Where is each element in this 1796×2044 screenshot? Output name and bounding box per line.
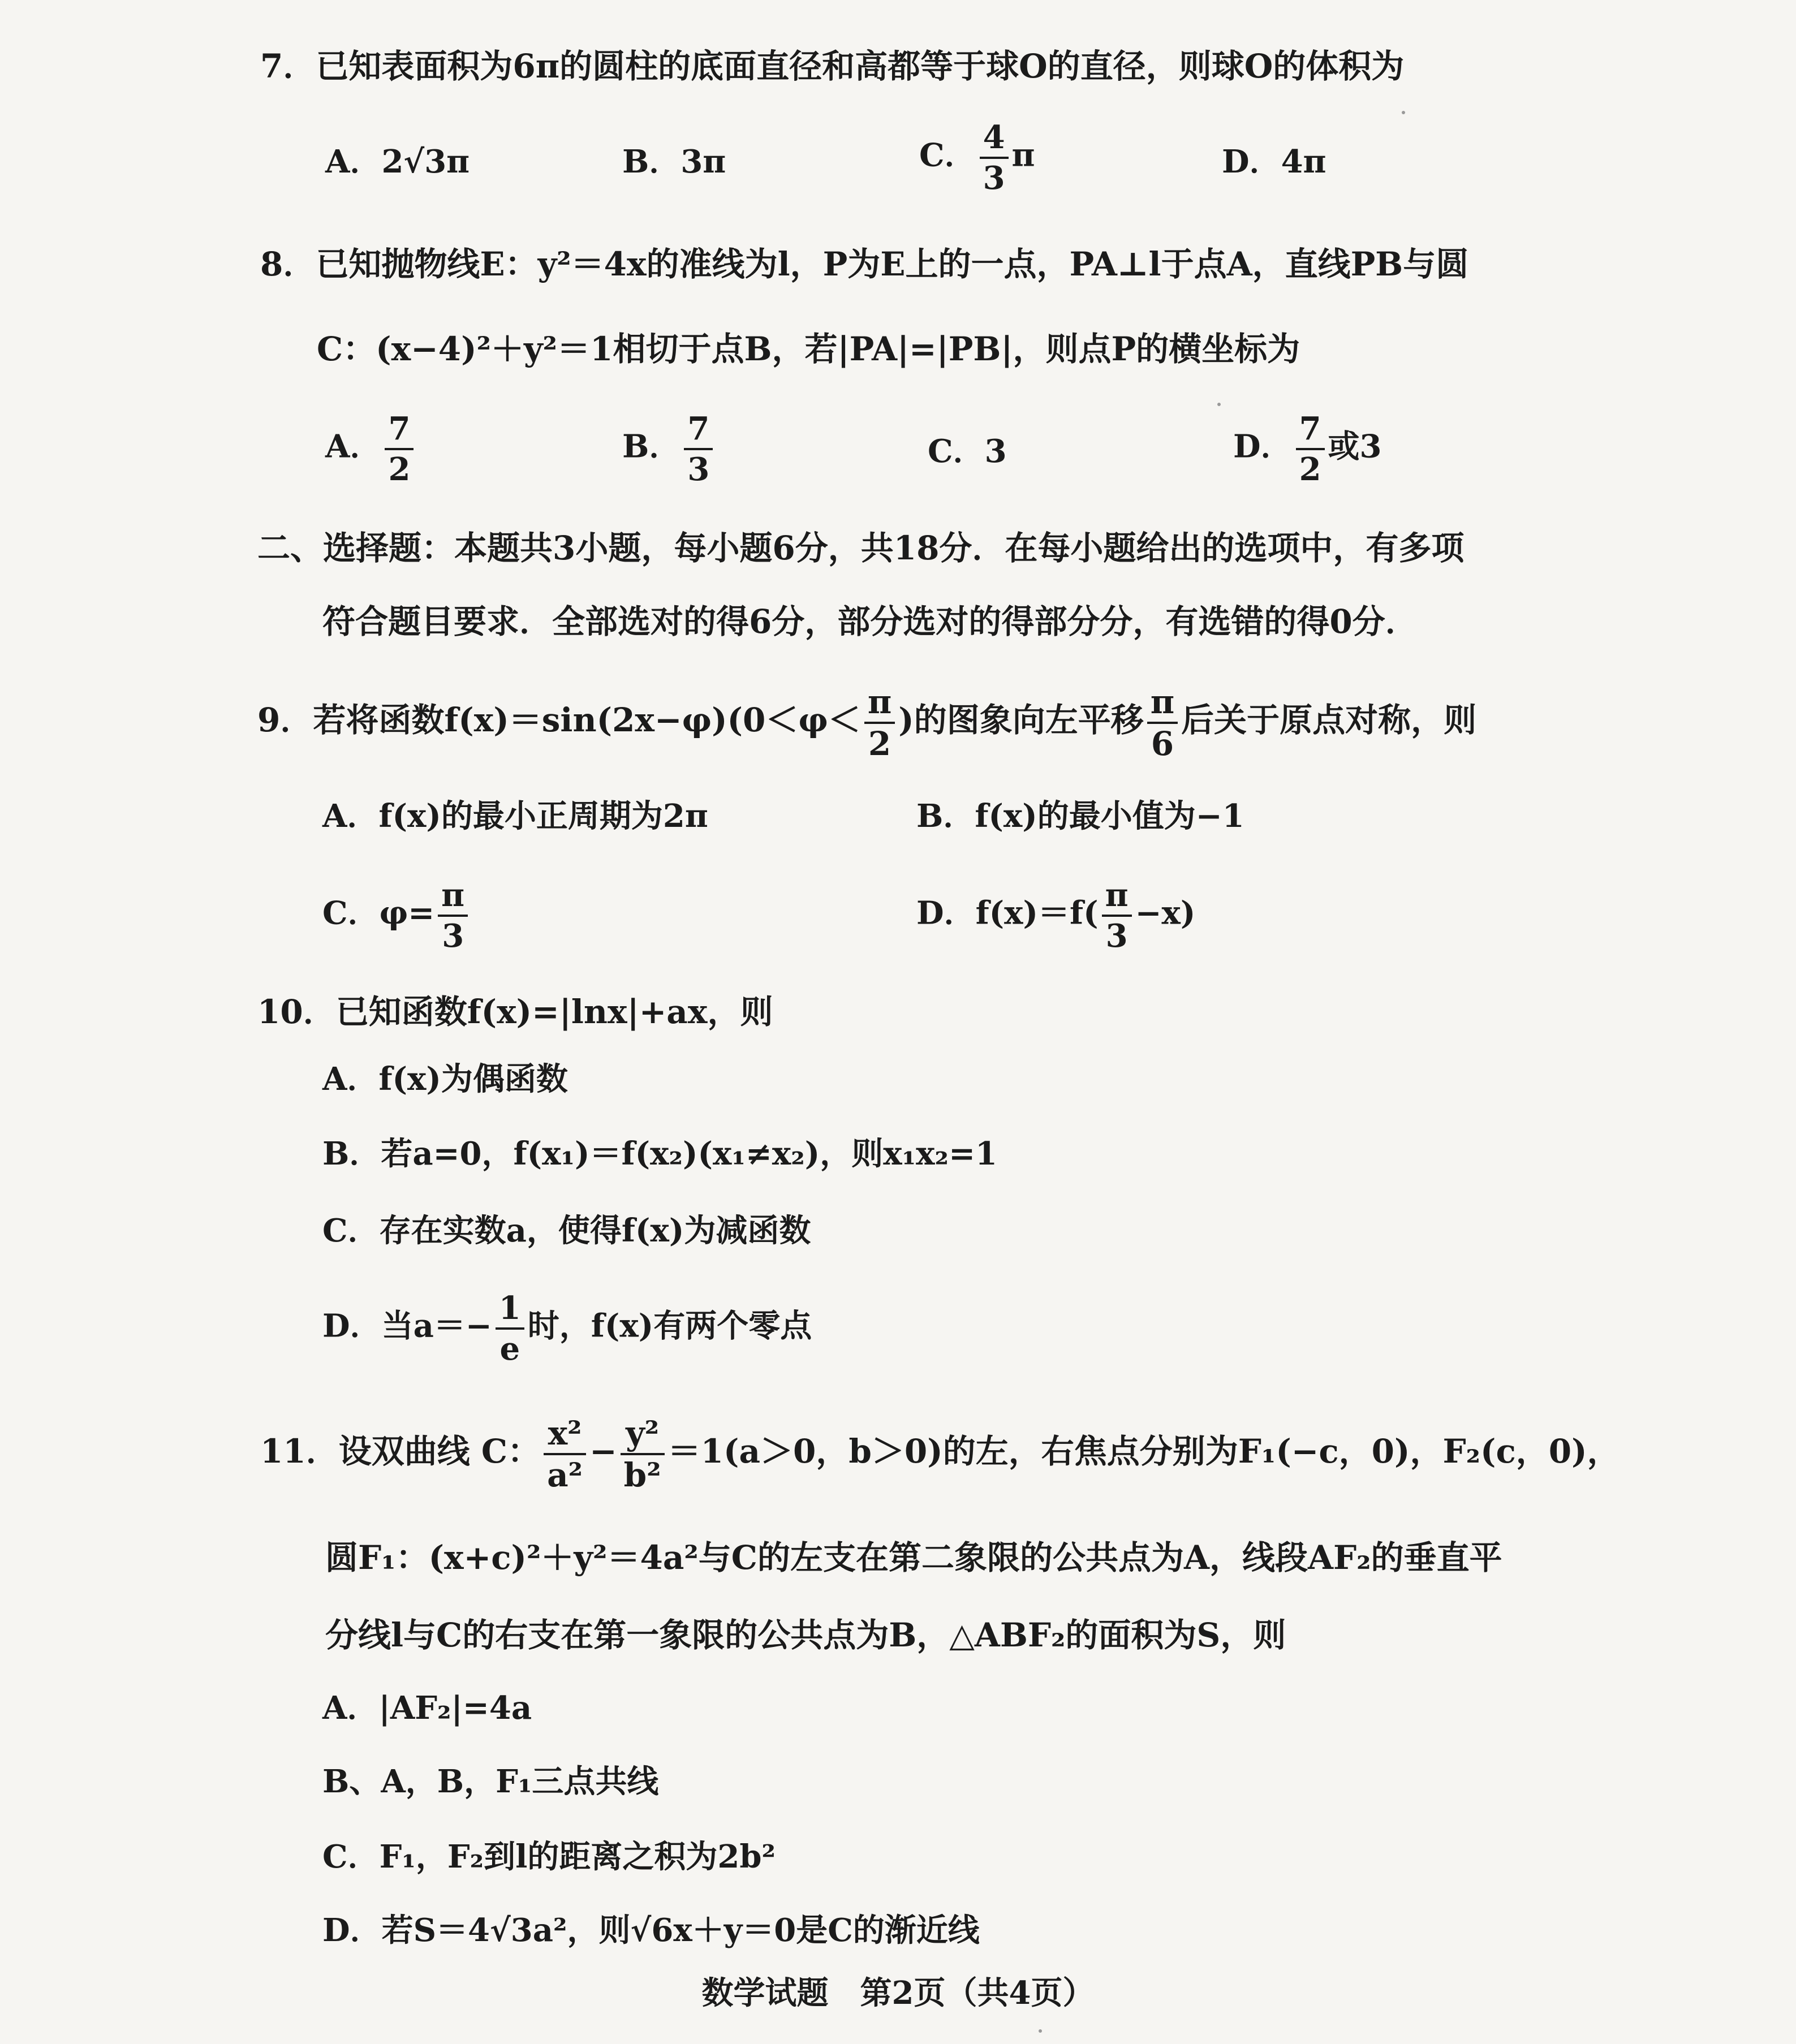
q11-option-d: D．若S＝4√3a²，则√6x＋y＝0是C的渐近线: [322, 1912, 980, 1949]
q8-option-a-label: A．: [325, 428, 382, 465]
fraction: [496, 1290, 524, 1368]
q8-option-b: [622, 410, 716, 488]
q9-stem-part3: 后关于原点对称，则: [1181, 701, 1477, 739]
fraction-numerator: x²: [544, 1417, 586, 1455]
fraction-numerator: y²: [621, 1417, 665, 1455]
q8-option-c: C．3: [928, 433, 1007, 470]
q7-stem: 7．已知表面积为6π的圆柱的底面直径和高都等于球O的直径，则球O的体积为: [260, 47, 1405, 85]
q9-option-d-label: D．f(x)＝f(: [916, 894, 1099, 932]
scan-speck: [1039, 2029, 1042, 2033]
fraction-denominator: 2: [388, 451, 411, 488]
fraction-numerator: 7: [684, 413, 713, 450]
q11-option-b: B、A，B，F₁三点共线: [322, 1763, 659, 1800]
q10-option-d-part2: 时，f(x)有两个零点: [527, 1307, 812, 1345]
q11-stem-part1: 11．设双曲线 C：: [260, 1432, 541, 1471]
fraction-denominator: a²: [547, 1456, 583, 1494]
q9-option-b: B．f(x)的最小值为−1: [916, 797, 1244, 835]
fraction-denominator: 2: [1299, 451, 1321, 488]
fraction-numerator: π: [438, 879, 468, 917]
q7-option-c-tail: π: [1011, 136, 1035, 174]
fraction-numerator: π: [1147, 685, 1178, 724]
fraction-denominator: b²: [623, 1456, 661, 1494]
q9-option-d: [916, 877, 1196, 955]
fraction: [544, 1414, 586, 1494]
fraction-numerator: 7: [1296, 413, 1325, 450]
q9-option-a: A．f(x)的最小正周期为2π: [322, 797, 708, 835]
fraction: [980, 119, 1009, 197]
q7-option-b: B．3π: [622, 143, 726, 180]
fraction-denominator: 3: [983, 159, 1005, 197]
page-footer: 数学试题 第2页（共4页）: [701, 1974, 1095, 2012]
q9-stem: [257, 683, 1477, 763]
fraction-denominator: 3: [442, 917, 464, 955]
q7-option-a: A．2√3π: [325, 143, 470, 180]
q7-option-c-label: C．: [919, 136, 976, 174]
q11-stem-line2: 圆F₁：(x+c)²＋y²＝4a²与C的左支在第二象限的公共点为A，线段AF₂的垂直平: [325, 1538, 1502, 1577]
q8-option-d-tail: 或3: [1328, 428, 1382, 465]
q10-stem: 10．已知函数f(x)=|lnx|+ax，则: [257, 993, 773, 1031]
fraction: [864, 683, 895, 763]
fraction: [1147, 683, 1178, 763]
fraction-denominator: 2: [868, 725, 891, 763]
q8-stem-line1: 8．已知抛物线E：y²＝4x的准线为l，P为E上的一点，PA⊥l于点A，直线PB与圆: [260, 245, 1469, 283]
q10-option-d-part1: D．当a＝−: [322, 1307, 492, 1345]
q9-option-d-tail: −x): [1135, 894, 1196, 932]
q11-stem-part2: ＝1(a＞0，b＞0)的左，右焦点分别为F₁(−c，0)，F₂(c，0)，: [667, 1432, 1620, 1471]
minus-sign: −: [589, 1432, 617, 1471]
q11-option-c: C．F₁，F₂到l的距离之积为2b²: [322, 1838, 776, 1875]
q11-stem: [260, 1414, 1620, 1494]
fraction: [621, 1414, 665, 1494]
q11-option-a: A．|AF₂|=4a: [322, 1689, 532, 1727]
q7-option-c: [919, 119, 1035, 197]
q10-option-c: C．存在实数a，使得f(x)为减函数: [322, 1212, 811, 1249]
fraction-numerator: 1: [496, 1292, 524, 1330]
q9-option-c: [322, 877, 471, 955]
q8-option-d-label: D．: [1233, 428, 1293, 465]
fraction: [438, 877, 468, 955]
q9-stem-part2: )的图象向左平移: [898, 701, 1144, 739]
q8-stem-line2: C：(x−4)²＋y²＝1相切于点B，若|PA|=|PB|，则点P的横坐标为: [317, 330, 1300, 368]
q10-option-b: B．若a=0，f(x₁)＝f(x₂)(x₁≠x₂)，则x₁x₂=1: [322, 1135, 997, 1172]
section2-heading-line1: 二、选择题：本题共3小题，每小题6分，共18分．在每小题给出的选项中，有多项: [257, 529, 1465, 567]
fraction-denominator: 3: [1105, 917, 1128, 955]
q10-option-d: [322, 1290, 812, 1368]
fraction-denominator: e: [499, 1330, 520, 1368]
scan-speck: [1217, 403, 1221, 406]
fraction-denominator: 6: [1151, 725, 1174, 763]
fraction: [1296, 410, 1325, 488]
q9-stem-part1: 9．若将函数f(x)＝sin(2x−φ)(0＜φ＜: [257, 701, 861, 739]
fraction-numerator: π: [864, 685, 895, 724]
q8-option-a: [325, 410, 417, 488]
q11-stem-line3: 分线l与C的右支在第一象限的公共点为B，△ABF₂的面积为S，则: [325, 1616, 1286, 1654]
fraction: [385, 410, 414, 488]
q9-option-c-label: C．φ=: [322, 894, 435, 932]
scan-speck: [1402, 111, 1405, 114]
q7-option-d: D．4π: [1222, 143, 1326, 180]
section2-heading-line2: 符合题目要求．全部选对的得6分，部分选对的得部分分，有选错的得0分．: [322, 602, 1418, 641]
q8-option-d: [1233, 410, 1382, 488]
fraction: [684, 410, 713, 488]
q10-option-a: A．f(x)为偶函数: [322, 1060, 568, 1098]
q8-option-b-label: B．: [622, 428, 681, 465]
fraction-numerator: 4: [980, 122, 1009, 159]
fraction-numerator: π: [1102, 879, 1132, 917]
fraction-denominator: 3: [687, 451, 710, 488]
fraction-numerator: 7: [385, 413, 414, 450]
fraction: [1102, 877, 1132, 955]
